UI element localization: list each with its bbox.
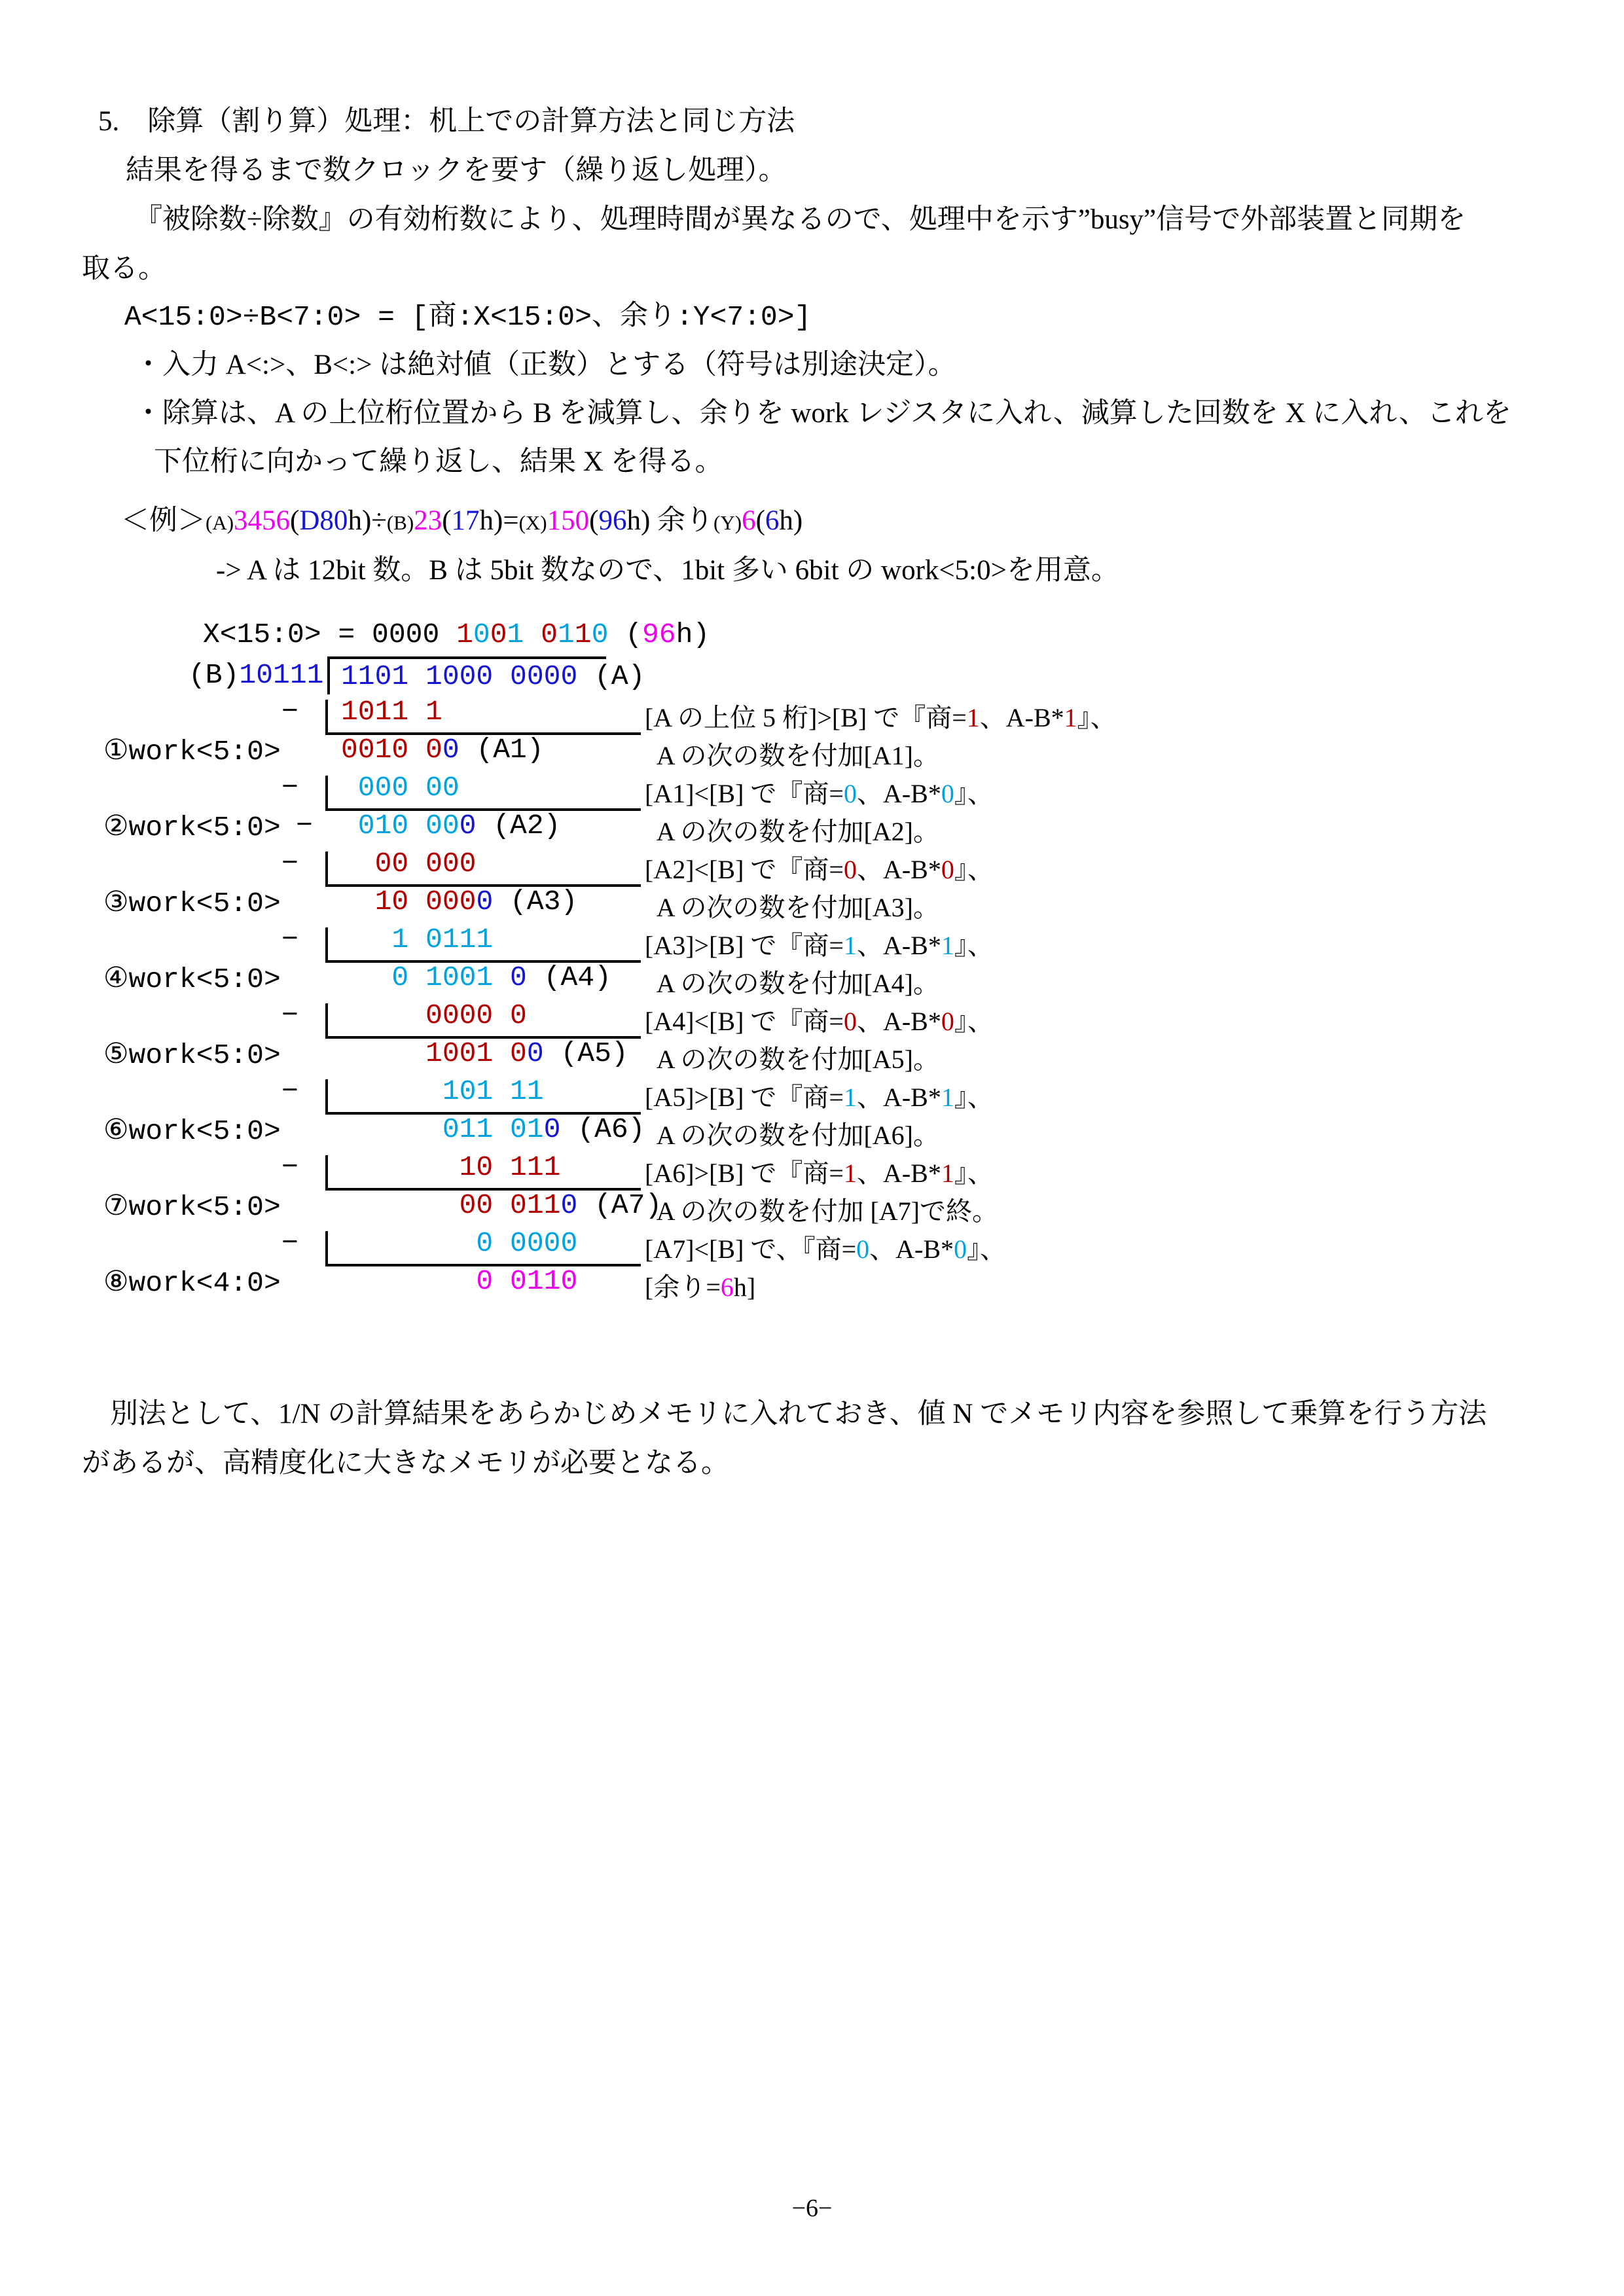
- text-segment: [A5]>[B] で『商=: [645, 1083, 844, 1112]
- text-segment: 1: [507, 619, 524, 651]
- text-segment: 』、: [954, 1007, 994, 1036]
- text-segment: 0: [843, 855, 857, 884]
- work-register-label: ⑥work<5:0>: [103, 1115, 281, 1147]
- text-segment: 000 00: [341, 772, 460, 804]
- text-segment: 0: [941, 779, 954, 808]
- text-segment: 1101 1000 0000: [341, 660, 578, 692]
- step-annotation: [645, 1229, 1006, 1266]
- text-segment: 0: [442, 734, 460, 766]
- text-segment: [A6]>[B] で『商=: [645, 1158, 844, 1188]
- text-segment: [A7]<[B] で、『商=: [645, 1234, 857, 1264]
- text-segment: A の次の数を付加[A5]。: [645, 1045, 939, 1074]
- text-segment: 0000 0: [341, 999, 527, 1031]
- text-segment: 00 011: [341, 1189, 561, 1221]
- text-segment: A の次の数を付加[A3]。: [645, 893, 939, 922]
- division-work-row: [0, 1113, 1624, 1151]
- text-segment: 0: [543, 1113, 561, 1145]
- text-segment: 0: [954, 1234, 967, 1264]
- binary-digits: [341, 848, 476, 880]
- binary-digits: [341, 1151, 560, 1183]
- minus-sign: −: [296, 810, 313, 842]
- text-segment: (A4): [526, 961, 611, 994]
- text-segment: 0: [591, 619, 609, 651]
- division-work-row: [0, 734, 1624, 772]
- binary-digits: [341, 734, 544, 766]
- page-number: −6−: [791, 2195, 833, 2222]
- text-segment: (: [755, 505, 765, 536]
- binary-digits: [341, 1113, 645, 1145]
- step-annotation: [645, 811, 939, 848]
- division-work-row: [0, 886, 1624, 924]
- division-work-row: [0, 1265, 1624, 1303]
- work-register-label: ④work<5:0>: [103, 963, 281, 996]
- text-segment: 』、: [954, 1083, 994, 1112]
- division-work-row: [0, 810, 1624, 848]
- work-register-label: ③work<5:0>: [103, 888, 281, 920]
- text-segment: 6: [720, 1272, 734, 1302]
- text-segment: 1: [574, 619, 592, 651]
- text-segment: h): [676, 619, 710, 651]
- text-segment: (A1): [459, 734, 544, 766]
- division-subtract-row: [0, 924, 1624, 961]
- text-segment: 0 0000: [341, 1227, 578, 1259]
- work-register-label: ⑤work<5:0>: [103, 1039, 281, 1071]
- text-segment: 3456: [234, 505, 291, 536]
- step-annotation: [645, 773, 994, 810]
- binary-digits: [341, 1037, 628, 1069]
- text-segment: 010 00: [341, 810, 460, 842]
- step-annotation: [645, 697, 1117, 734]
- binary-digits: [341, 924, 493, 956]
- text-segment: [A1]<[B] で『商=: [645, 779, 844, 808]
- text-segment: (B): [386, 511, 414, 534]
- text-segment: (A2): [476, 810, 561, 842]
- text-segment: [A3]>[B] で『商=: [645, 931, 844, 960]
- text-segment: 0: [459, 810, 477, 842]
- minus-sign: −: [281, 1151, 298, 1183]
- text-segment: 0 1001: [341, 961, 511, 994]
- text-segment: 、A-B*: [856, 855, 941, 884]
- text-segment: 』、: [967, 1234, 1007, 1264]
- text-segment: (A7): [577, 1189, 662, 1221]
- division-subtract-row: [0, 1075, 1624, 1113]
- text-segment: 0: [541, 619, 558, 651]
- binary-digits: [341, 999, 527, 1031]
- binary-digits: [341, 1265, 577, 1297]
- text-segment: 0: [526, 1037, 544, 1069]
- text-segment: h) 余り: [626, 505, 714, 536]
- step-annotation: [645, 1001, 994, 1038]
- binary-digits: [341, 810, 560, 842]
- step-annotation: [645, 1077, 994, 1114]
- binary-digits: [341, 772, 460, 804]
- text-segment: (: [442, 505, 452, 536]
- binary-digits: [341, 1075, 544, 1107]
- step-annotation: [645, 925, 994, 962]
- text-segment: A の次の数を付加[A2]。: [645, 817, 939, 846]
- text-segment: 1001 0: [341, 1037, 527, 1069]
- section-heading: 5. 除算（割り算）処理：机上での計算方法と同じ方法: [98, 106, 795, 137]
- intro-line-toru: 取る。: [82, 253, 166, 284]
- text-segment: 、A-B*: [856, 1083, 941, 1112]
- step-annotation: [645, 887, 939, 924]
- bullet-division: ・除算は、A の上位桁位置から B を減算し、余りを work レジスタに入れ、減算した回数を X に入れ、これを: [134, 398, 1511, 429]
- text-segment: 1: [966, 703, 980, 732]
- text-segment: 1: [941, 1083, 954, 1112]
- text-segment: 6: [765, 505, 780, 536]
- step-annotation: [645, 1266, 755, 1304]
- dividend-line: [341, 660, 645, 692]
- text-segment: 、A-B*: [869, 1234, 954, 1264]
- text-segment: (: [608, 619, 642, 651]
- binary-digits: [341, 1227, 577, 1259]
- text-segment: (A5): [543, 1037, 628, 1069]
- bullet-division-cont: 下位桁に向かって繰り返し、結果 X を得る。: [154, 446, 723, 477]
- work-register-label: ⑧work<4:0>: [103, 1267, 281, 1299]
- division-subtract-row: [0, 999, 1624, 1037]
- text-segment: [余り=: [645, 1272, 721, 1302]
- division-subtract-row: [0, 696, 1624, 734]
- minus-sign: −: [281, 924, 298, 956]
- text-segment: 1: [941, 1158, 954, 1188]
- text-segment: ＜例＞: [121, 505, 206, 536]
- text-segment: 1: [456, 619, 473, 651]
- text-segment: 0: [941, 855, 954, 884]
- text-segment: D80: [299, 505, 348, 536]
- division-subtract-row: [0, 848, 1624, 886]
- division-subtract-row: [0, 772, 1624, 810]
- text-segment: 1: [557, 619, 575, 651]
- intro-line-clock: 結果を得るまで数クロックを要す（繰り返し処理）。: [126, 155, 787, 186]
- text-segment: 0000: [372, 619, 457, 651]
- text-segment: 0: [476, 886, 494, 918]
- text-segment: h]: [733, 1272, 756, 1302]
- text-segment: h): [779, 505, 803, 536]
- step-annotation: [645, 1039, 939, 1076]
- text-segment: 011 01: [341, 1113, 544, 1145]
- text-segment: 、A-B*: [979, 703, 1064, 732]
- text-segment: 、A-B*: [856, 931, 941, 960]
- text-segment: [A4]<[B] で『商=: [645, 1007, 844, 1036]
- text-segment: 150: [547, 505, 590, 536]
- text-segment: (: [290, 505, 300, 536]
- step-annotation: [645, 1191, 998, 1228]
- minus-sign: −: [281, 696, 298, 728]
- text-segment: h)÷: [348, 505, 387, 536]
- text-segment: (A): [206, 511, 234, 534]
- text-segment: 1: [1064, 703, 1077, 732]
- text-segment: 23: [414, 505, 442, 536]
- step-annotation: [645, 735, 939, 772]
- text-segment: 0: [490, 619, 507, 651]
- text-segment: h)=: [479, 505, 519, 536]
- step-annotation: [645, 963, 939, 1000]
- minus-sign: −: [281, 1075, 298, 1107]
- bullet-input: ・入力 A<:>、B<:> は絶対値（正数）とする（符号は別途決定）。: [134, 350, 956, 380]
- intro-line-busy: 『被除数÷除数』の有効桁数により、処理時間が異なるので、処理中を示す”busy”信号で外部装置と同期を: [134, 204, 1466, 235]
- text-segment: 0: [843, 779, 857, 808]
- step-annotation: [645, 849, 994, 886]
- text-segment: 』、: [954, 931, 994, 960]
- text-segment: (Y): [713, 511, 742, 534]
- text-segment: 1 0111: [341, 924, 494, 956]
- text-segment: (: [589, 505, 599, 536]
- text-segment: (A): [577, 660, 645, 692]
- text-segment: 0: [510, 961, 527, 994]
- text-segment: A の次の数を付加[A6]。: [645, 1121, 939, 1150]
- text-segment: 1011 1: [341, 696, 442, 728]
- text-segment: A の次の数を付加[A4]。: [645, 969, 939, 998]
- text-segment: 1: [843, 931, 857, 960]
- text-segment: 00 000: [341, 848, 477, 880]
- text-segment: 1: [941, 931, 954, 960]
- text-segment: 10111: [239, 659, 324, 691]
- text-segment: 10 111: [341, 1151, 561, 1183]
- minus-sign: −: [281, 1227, 298, 1259]
- division-subtract-row: [0, 1227, 1624, 1265]
- binary-digits: [341, 886, 577, 918]
- text-segment: 0010 0: [341, 734, 442, 766]
- closing-paragraph-line1: 別法として、1/N の計算結果をあらかじめメモリに入れておき、値 N でメモリ内容を参照して乗算を行う方法: [82, 1399, 1487, 1429]
- work-register-label: ②work<5:0>: [103, 812, 281, 844]
- work-register-label: ①work<5:0>: [103, 736, 281, 768]
- text-segment: 』、: [954, 1158, 994, 1188]
- step-annotation: [645, 1153, 994, 1190]
- closing-paragraph-line2: があるが、高精度化に大きなメモリが必要となる。: [82, 1448, 729, 1479]
- text-segment: 6: [742, 505, 756, 536]
- text-segment: 0: [941, 1007, 954, 1036]
- step-annotation: [645, 1115, 939, 1152]
- quotient-result-line: [203, 619, 710, 651]
- long-division-diagram: [0, 619, 1624, 1410]
- text-segment: 1: [843, 1083, 857, 1112]
- text-segment: 96: [598, 505, 627, 536]
- work-register-label: ⑦work<5:0>: [103, 1191, 281, 1223]
- text-segment: 』、: [954, 855, 994, 884]
- division-work-row: [0, 961, 1624, 999]
- minus-sign: −: [281, 848, 298, 880]
- text-segment: 、A-B*: [856, 1158, 941, 1188]
- text-segment: (X): [518, 511, 547, 534]
- text-segment: 、A-B*: [856, 779, 941, 808]
- example-note: -> A は 12bit 数。B は 5bit 数なので、1bit 多い 6bit の work<5:0>を用意。: [216, 555, 1119, 586]
- text-segment: 10 000: [341, 886, 477, 918]
- formula-line: A<15:0>÷B<7:0> = [商:X<15:0>、余り:Y<7:0>]: [124, 301, 812, 333]
- minus-sign: −: [281, 772, 298, 804]
- text-segment: 』、: [954, 779, 994, 808]
- text-segment: A の次の数を付加[A1]。: [645, 741, 939, 770]
- text-segment: 0: [473, 619, 490, 651]
- minus-sign: −: [281, 999, 298, 1031]
- text-segment: (B): [189, 659, 240, 691]
- text-segment: 96: [642, 619, 676, 651]
- text-segment: 』、: [1077, 703, 1117, 732]
- text-segment: [A の上位 5 桁]>[B] で『商=: [645, 703, 967, 732]
- text-segment: 0: [843, 1007, 857, 1036]
- text-segment: X<15:0> =: [203, 619, 372, 651]
- text-segment: A の次の数を付加 [A7]で終。: [645, 1196, 998, 1226]
- text-segment: 1: [843, 1158, 857, 1188]
- division-subtract-row: [0, 1151, 1624, 1189]
- binary-digits: [341, 696, 442, 728]
- text-segment: 0 0110: [341, 1265, 578, 1297]
- divisor-label: [189, 659, 323, 691]
- binary-digits: [341, 961, 611, 994]
- text-segment: [A2]<[B] で『商=: [645, 855, 844, 884]
- text-segment: [524, 619, 541, 651]
- division-work-row: [0, 1189, 1624, 1227]
- text-segment: 17: [451, 505, 480, 536]
- text-segment: 、A-B*: [856, 1007, 941, 1036]
- text-segment: 0: [560, 1189, 578, 1221]
- example-line: [121, 504, 803, 538]
- text-segment: (A6): [560, 1113, 645, 1145]
- text-segment: (A3): [493, 886, 578, 918]
- text-segment: 0: [856, 1234, 870, 1264]
- text-segment: 101 11: [341, 1075, 544, 1107]
- division-work-row: [0, 1037, 1624, 1075]
- binary-digits: [341, 1189, 662, 1221]
